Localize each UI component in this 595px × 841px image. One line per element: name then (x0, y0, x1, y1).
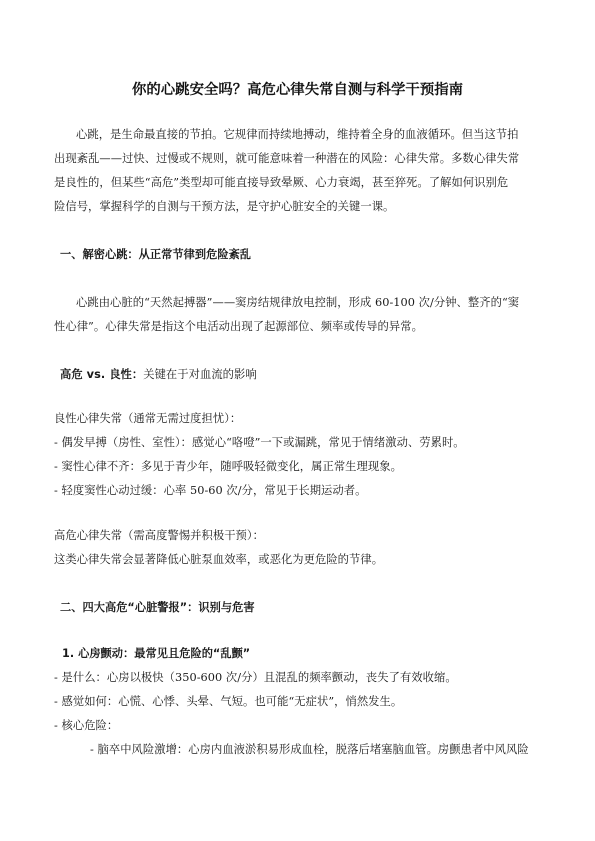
section-heading: 一、解密心跳：从正常节律到危险紊乱 (60, 248, 252, 261)
nested-list-item: - 脑卒中风险激增：心房内血液淤积易形成血栓，脱落后堵塞脑血管。房颤患者中风风险 (90, 743, 529, 756)
section-heading: 二、四大高危“心脏警报”：识别与危害 (60, 601, 255, 614)
compare-bold-label: 高危 vs. 良性： (60, 368, 144, 381)
list-item: - 偶发早搏（房性、室性）：感觉心“咯噔”一下或漏跳，常见于情绪激动、劳累时。 (54, 436, 465, 449)
intro-line: 心跳，是生命最直接的节拍。它规律而持续地搏动，维持着全身的血液循环。但当这节拍 (76, 128, 519, 141)
compare-line (60, 368, 257, 382)
benign-title: 良性心律失常（通常无需过度担忧）： (54, 412, 242, 425)
list-item: - 轻度窦性心动过缓：心率 50-60 次/分，常见于长期运动者。 (54, 484, 367, 497)
list-item: - 窦性心律不齐：多见于青少年，随呼吸轻微变化，属正常生理现象。 (54, 460, 402, 473)
list-item: - 是什么：心房以极快（350-600 次/分）且混乱的频率颤动，丧失了有效收缩。 (54, 671, 457, 684)
high-risk-description: 这类心律失常会显著降低心脏泵血效率，或恶化为更危险的节律。 (54, 553, 384, 566)
intro-line: 出现紊乱——过快、过慢或不规则，就可能意味着一种潜在的风险：心律失常。多数心律失常 (54, 152, 520, 165)
intro-line: 是良性的，但某些“高危”类型却可能直接导致晕厥、心力衰竭，甚至猝死。了解如何识别危 (54, 176, 509, 189)
compare-text: 关键在于对血流的影响 (143, 368, 257, 381)
list-item: - 核心危险： (54, 719, 119, 732)
subsection-heading: 1. 心房颤动：最常见且危险的“乱颤” (62, 647, 251, 660)
high-risk-title: 高危心律失常（需高度警惕并积极干预）： (54, 529, 264, 542)
intro-line: 险信号，掌握科学的自测与干预方法，是守护心脏安全的关键一课。 (54, 200, 395, 213)
section1-paragraph-line: 心跳由心脏的“天然起搏器”——窦房结规律放电控制，形成 60-100 次/分钟、整齐的“窦 (76, 296, 520, 309)
list-item: - 感觉如何：心慌、心悸、头晕、气短。也可能“无症状”，悄然发生。 (54, 695, 403, 708)
section1-paragraph-line: 性心律”。心律失常是指这个电活动出现了起源部位、频率或传导的异常。 (54, 320, 423, 333)
page-title: 你的心跳安全吗？高危心律失常自测与科学干预指南 (132, 82, 463, 98)
